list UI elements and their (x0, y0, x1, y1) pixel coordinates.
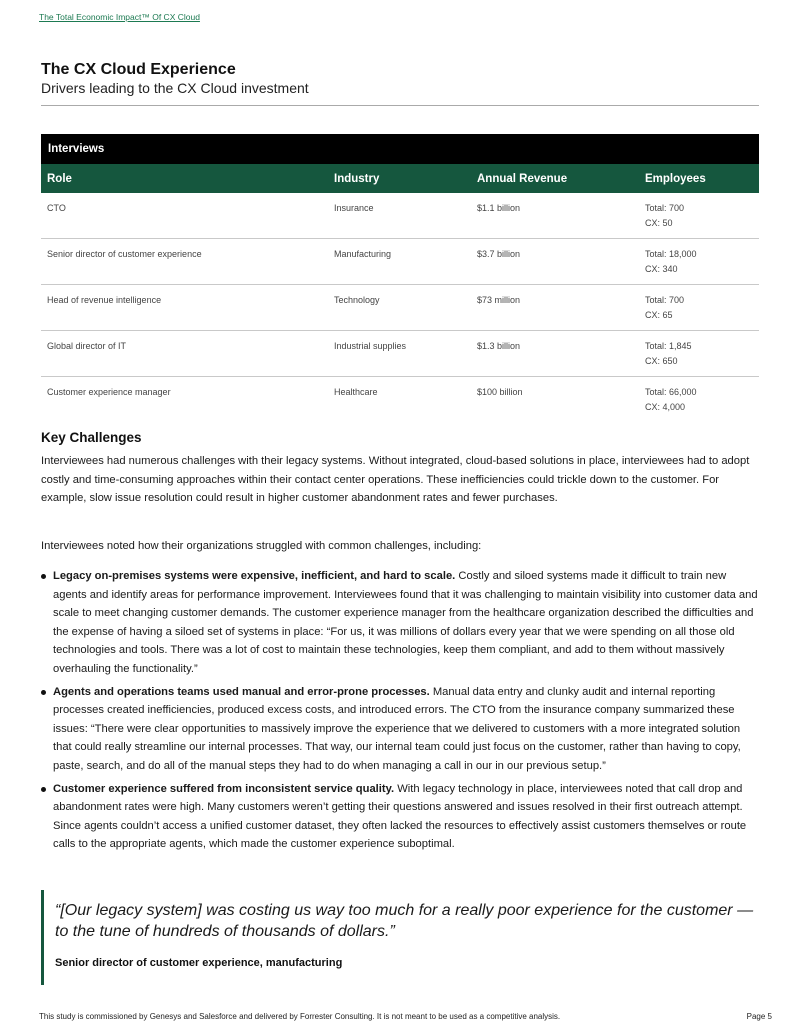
pull-quote: “[Our legacy system] was costing us way too much for a really poor experience for the customer — to the tune of hundreds of thousands of dollars.” (55, 902, 754, 940)
header-annual-revenue: Annual Revenue (471, 164, 639, 193)
table-row (41, 193, 759, 239)
cell-revenue: $1.3 billion (471, 331, 639, 377)
cell-industry: Industrial supplies (328, 331, 471, 377)
employees-cx: CX: 4,000 (645, 402, 686, 412)
cell-revenue: $100 billion (477, 387, 523, 397)
cell-role: CTO (41, 193, 328, 239)
bullet-text: Manual data entry and clunky audit and internal reporting processes created inefficiencies, produced excess costs, and introduced errors. The CTO from the insurance company summarized these issues: “There were clear opportunities to massively improve the experience that we delivered to customers with a more integrated solution that could really streamline our internal processes. That way, our internal team could just focus on the customer, rather than having to copy, paste, search, and do all of the manual steps they had to do when managing a call in our in our previous setup.” (53, 685, 741, 772)
bullet-icon (41, 574, 46, 579)
interviews-grid (41, 164, 759, 422)
table-row (41, 285, 759, 331)
key-challenges-intro: Interviewees had numerous challenges with their legacy systems. Without integrated, cloud-based solutions in place, interviewees had to adopt costly and time-consuming approaches within their contact center operations. These inefficiencies could trickle down to the customer. For example, slow issue resolution could result in higher customer abandonment rates and fewer purchases. (41, 455, 750, 505)
bullet-text: With legacy technology in place, interviewees noted that call drop and abandonment rates were high. Many customers weren’t getting their questions answered and issues resolved in their first outreach attempt. Since agents couldn’t access a unified customer dataset, they often lacked the resources to effectively assist customers themselves or route calls to the appropriate agents, which made the customer experience suboptimal. (53, 782, 747, 851)
cell-employees (639, 377, 759, 423)
bullet-text: Costly and siloed systems made it difficult to train new agents and identify areas for performance improvement. Interviewees found that it was challenging to maintain visibility into customer data and scale to meet changing customer demands. The customer experience manager from the healthcare organization described the difficulties and the expense of having a siloed set of systems in place: “For us, it was millions of dollars every year that we were spending on all those old technologies and tools. There was a lot of cost to maintain these technologies, keep them compliant, and add to them without massively overhauling the functionality.” (53, 570, 758, 675)
cell-employees (639, 239, 759, 285)
bullet-lead: Agents and operations teams used manual and error-prone processes. (53, 685, 430, 698)
cell-employees (639, 193, 759, 239)
employees-total: Total: 700 (645, 203, 685, 213)
table-row (41, 331, 759, 377)
employees-cx: CX: 50 (645, 218, 673, 228)
header-role: Role (41, 164, 328, 193)
interviews-table (41, 134, 759, 422)
cell-role: Global director of IT (41, 331, 328, 377)
bullet-lead: Customer experience suffered from inconsistent service quality. (53, 782, 395, 795)
bullet-icon (41, 690, 46, 695)
employees-total: Total: 1,845 (645, 341, 692, 351)
employees-total: Total: 700 (645, 295, 685, 305)
document-title-link[interactable]: The Total Economic Impact™ Of CX Cloud (39, 12, 200, 22)
section-title: The CX Cloud Experience (41, 61, 236, 78)
cell-industry: Technology (328, 285, 471, 331)
cell-role: Customer experience manager (47, 387, 171, 397)
cell-industry: Manufacturing (328, 239, 471, 285)
employees-total: Total: 18,000 (645, 249, 697, 259)
section-subtitle: Drivers leading to the CX Cloud investment (41, 80, 309, 96)
table-row (41, 239, 759, 285)
challenges-list (41, 567, 761, 858)
cell-employees (639, 285, 759, 331)
cell-revenue: $73 million (471, 285, 639, 331)
cell-employees (639, 331, 759, 377)
cell-role: Head of revenue intelligence (41, 285, 328, 331)
employees-cx: CX: 65 (645, 310, 673, 320)
table-header-row (41, 164, 759, 193)
cell-industry: Insurance (328, 193, 471, 239)
key-challenges-heading: Key Challenges (41, 430, 142, 445)
footer-disclaimer: This study is commissioned by Genesys and Salesforce and delivered by Forrester Consulting. It is not meant to be used as a competitive analysis. (39, 1012, 561, 1021)
header-industry: Industry (328, 164, 471, 193)
list-item (41, 567, 761, 679)
table-row (41, 377, 759, 423)
employees-cx: CX: 340 (645, 264, 678, 274)
cell-revenue: $1.1 billion (471, 193, 639, 239)
bullet-lead: Legacy on-premises systems were expensive, inefficient, and hard to scale. (53, 570, 456, 582)
employees-cx: CX: 650 (645, 356, 678, 366)
bullet-icon (41, 787, 46, 792)
employees-total: Total: 66,000 (645, 387, 697, 397)
key-challenges-lead-in: Interviewees noted how their organizations struggled with common challenges, including: (41, 540, 482, 552)
cell-revenue: $3.7 billion (471, 239, 639, 285)
cell-role: Senior director of customer experience (41, 239, 328, 285)
header-employees: Employees (639, 164, 759, 193)
section-divider (41, 105, 759, 106)
page-number: Page 5 (746, 1012, 772, 1021)
cell-industry: Healthcare (334, 387, 378, 397)
quote-accent-bar (41, 890, 44, 985)
list-item (41, 780, 761, 854)
quote-attribution: Senior director of customer experience, manufacturing (55, 957, 343, 969)
table-caption: Interviews (41, 134, 759, 164)
list-item (41, 683, 761, 776)
